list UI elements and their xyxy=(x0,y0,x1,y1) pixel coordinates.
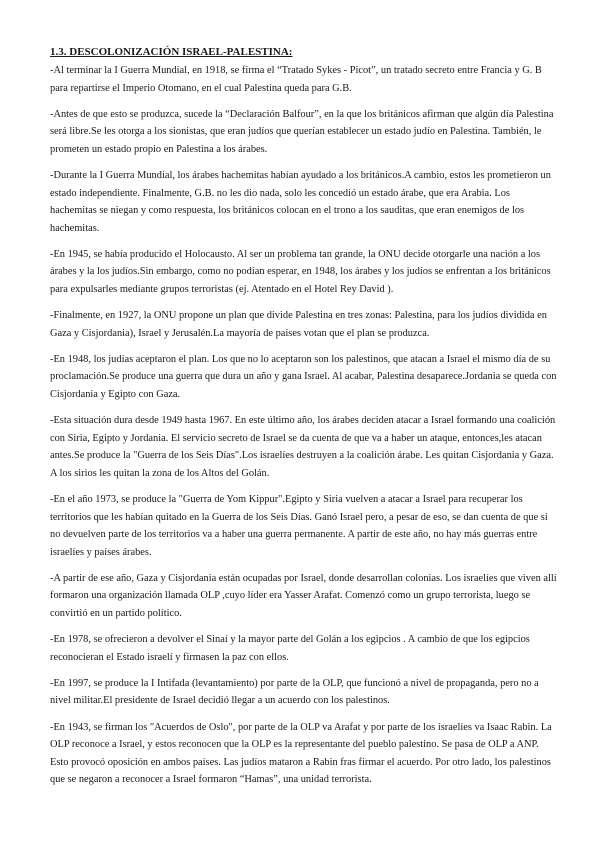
paragraph-1948: -En 1948, los judías aceptaron el plan. Los que no lo aceptaron son los palestinos, que atacan a Israel el mismo día de su proclamación.Se produce una guerra que dura un año y gana Israel. Al acabar, Palestina desaparece.Jordania se queda con Cisjordania y Egipto con Gaza. xyxy=(50,353,557,400)
paragraph-sykes-picot: -Al terminar la I Guerra Mundial, en 1918, se firma el “Tratado Sykes - Picot”, un tratado secreto entre Francia y G. B para repartirse el Imperio Otomano, en el cual Palestina queda para G.B. xyxy=(50,65,542,94)
paragraph-olp: -A partir de ese año, Gaza y Cisjordania están ocupadas por Israel, donde desarrollan colonias. Los israelíes que viven allí formaron una organización llamada OLP ,cuyo líder era Yasser Arafat. Comenzó como un grupo terrorista, luego se convirtió en un partido político. xyxy=(50,572,557,620)
paragraph-intifada: -En 1997, se produce la I Intifada (levantamiento) por parte de la OLP, que funcionó a nivel de propaganda, pero no a nivel militar.El presidente de Israel decidió llegar a un acuerdo con los palestinos. xyxy=(50,677,539,707)
section-title: 1.3. DESCOLONIZACIÓN ISRAEL-PALESTINA: xyxy=(50,46,293,58)
paragraph-hachemitas: -Durante la I Guerra Mundial, los árabes hachemitas habían ayudado a los británicos.A cambio, estos les prometieron un estado independiente. Finalmente, G.B. no les dio nada, solo les concedió un estado árabe, que era Arabia. Los hachemitas se niegan y como respuesta, los británicos colocan en el trono a los sauditas, que eran enemigos de los hachemitas. xyxy=(50,169,551,234)
paragraph-plan-onu: -Finalmente, en 1927, la ONU propone un plan que divide Palestina en tres zonas: Palestina, para los judíos dividida en Gaza y Cisjordania), Israel y Jerusalén.La mayoría de países votan que el plan se produzca. xyxy=(50,310,547,339)
paragraph-yom-kippur: -En el año 1973, se produce la "Guerra de Yom Kippur".Egipto y Siria vuelven a atacar a Israel para recuperar los territorios que les habían quitado en la Guerra de los Seis Días. Ganó Israel pero, a pesar de eso, se dan cuenta de que si no devuelven parte de los territorios va a haber una guerra permanente. A partir de este año, no hay más guerras entre israelíes y países árabes. xyxy=(50,493,548,558)
paragraph-sinai: -En 1978, se ofrecieron a devolver el Sinaí y la mayor parte del Golán a los egipcios . A cambio de que los egipcios reconocieran el Estado israelí y firmasen la paz con ellos. xyxy=(50,634,530,663)
paragraph-balfour: -Antes de que esto se produzca, sucede la “Declaración Balfour”, en la que los británicos afirman que algún día Palestina será libre.Se les otorga a los sionistas, que eran judíos que querían establecer un estado judío en Palestina. También, le prometen un estado propio en Palestina a los árabes. xyxy=(50,108,554,155)
paragraph-holocausto: -En 1945, se había producido el Holocausto. Al ser un problema tan grande, la ONU decide otorgarle una nación a los árabes y la los judíos.Sin embargo, como no podían esperar, en 1948, los árabes y los judíos se enfrentan a los británicos para expulsarles mediante grupos terroristas (ej. Atentado en el Hotel Rey David ). xyxy=(50,248,551,296)
paragraph-seis-dias: -Esta situación dura desde 1949 hasta 1967. En este último año, los árabes deciden atacar a Israel formando una coalición con Siria, Egipto y Jordania. El servicio secreto de Israel se da cuenta de que va a haber un ataque, entonces,les atacan antes.Se produce la "Guerra de los Seis Días".Los israelíes destruyen a la coalición árabe. Les quitan Cisjordania y Gaza. A los sirios les quitan la zona de los Altos del Golán. xyxy=(50,415,556,479)
paragraph-oslo: -En 1943, se firman los "Acuerdos de Oslo", por parte de la OLP va Arafat y por parte de los israelíes va Isaac Rabin. La OLP reconoce a Israel, y estos reconocen que la OLP es la representante del pueblo palestino. Se pasa de OLP a ANP. Esto provocó oposición en ambos países. Las judíos mataron a Rabin fras firmar el acuerdo. Por otro lado, los palestinos que se negaron a reconocer a Israel formaron “Hamas”, una unidad terrorista. xyxy=(50,721,552,786)
document-page xyxy=(50,44,558,797)
